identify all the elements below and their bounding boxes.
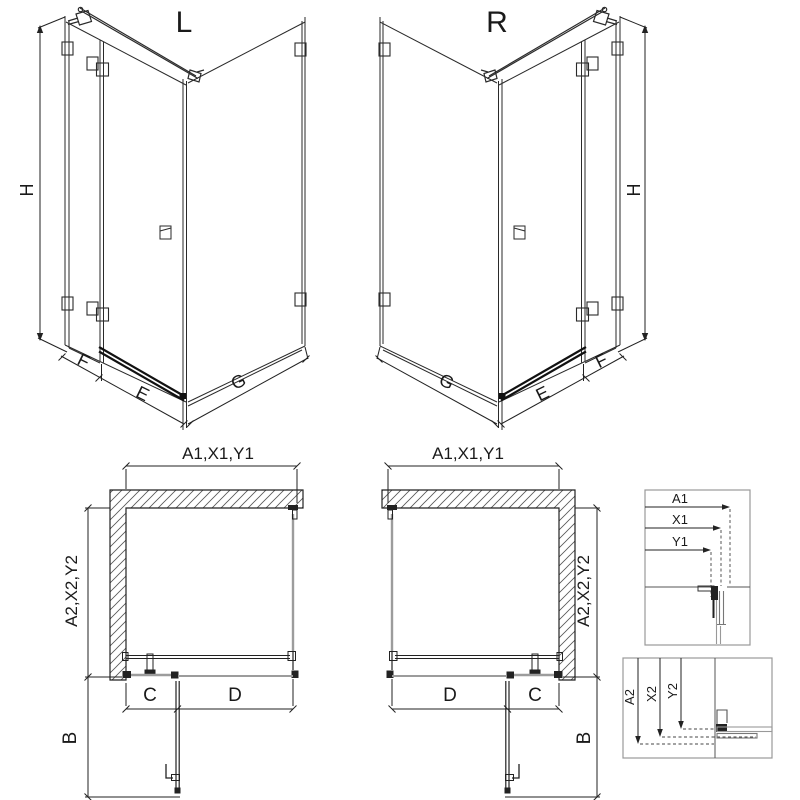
plan-left-dim-c: C — [143, 685, 157, 706]
detail-box-vertical — [622, 658, 772, 758]
detail-h-label-y1: Y1 — [672, 534, 688, 549]
iso-left-dim-e: E — [132, 381, 153, 406]
iso-view-right — [376, 6, 649, 430]
plan-right-dim-d: D — [443, 685, 457, 706]
detail-h-projection-lines — [711, 509, 730, 597]
detail-h-profile — [645, 586, 750, 644]
plan-left-dim-d: D — [228, 685, 242, 706]
plan-left-dim-b: B — [60, 731, 81, 745]
detail-v-label-a2: A2 — [622, 689, 637, 705]
plan-right-dim-b: B — [574, 731, 595, 745]
iso-left-letter: L — [175, 6, 193, 39]
iso-right-dim-g: G — [435, 369, 458, 394]
plan-view-right — [382, 444, 601, 800]
detail-v-profile — [716, 710, 772, 738]
iso-right-letter: R — [486, 6, 508, 39]
plan-left-dim-a2: A2,X2,Y2 — [62, 555, 81, 627]
iso-left-dim-g: G — [227, 369, 250, 394]
detail-h-label-a1: A1 — [672, 491, 688, 506]
detail-box-horizontal — [645, 490, 750, 645]
detail-v-label-y2: Y2 — [665, 683, 680, 699]
plan-right-dim-a1: A1,X1,Y1 — [432, 444, 504, 463]
plan-right-walls — [382, 490, 575, 680]
plan-left-dim-a1: A1,X1,Y1 — [182, 444, 254, 463]
iso-left-dim-h: H — [17, 183, 37, 197]
plan-view-left — [60, 444, 303, 800]
iso-right-dim-e: E — [532, 381, 553, 406]
iso-right-dim-f: F — [592, 349, 611, 373]
plan-right-dim-a2: A2,X2,Y2 — [574, 555, 593, 627]
iso-left-dim-f: F — [74, 349, 93, 373]
detail-v-arrows — [635, 658, 684, 744]
iso-view-left — [17, 6, 310, 430]
plan-left-walls — [110, 490, 303, 680]
plan-right-dim-c: C — [528, 685, 542, 706]
detail-h-label-x1: X1 — [672, 512, 688, 527]
detail-v-label-x2: X2 — [644, 686, 659, 702]
iso-right-dim-h: H — [624, 183, 644, 197]
